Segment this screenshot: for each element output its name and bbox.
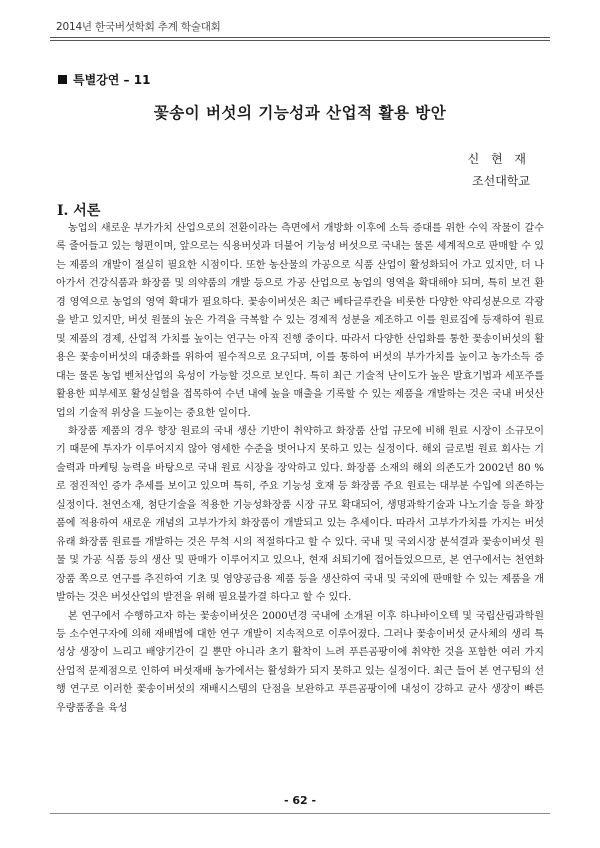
paper-title: 꽃송이 버섯의 기능성과 산업적 활용 방안: [153, 103, 447, 122]
section-heading: I. 서론: [57, 203, 101, 219]
paragraph: 본 연구에서 수행하고자 하는 꽃송이버섯은 2000년경 국내에 소개된 이후 하나바이오텍 및 국립산림과학원 등 소수연구자에 의해 재배법에 대한 연구 개발이 지속적으로 이루어졌다. 그러나 꽃송이버섯 균사체의 생리 특성상 생장이 느리고 배양기간이 길 뿐만 아니라 초기 활착이 느려 푸른곰팡이에 취약한 것을 포함한 여러 가지 산업적 문제점으로 인하여 버섯재배 농가에서는 활성화가 되지 못하고 있는 실정이다. 최근 들어 본 연구팀의 선행 연구로 이러한 꽃송이버섯의 재배시스템의 단점을 보완하고 푸른곰팡이에 내성이 강하고 균사 생장이 빠른 우량품종을 육성: [56, 610, 544, 714]
body-text: [56, 220, 544, 718]
square-bullet-icon: [58, 75, 67, 84]
header-rule: [50, 37, 550, 38]
section-tag-label: 특별강연 – 11: [73, 73, 151, 87]
author-affiliation: 조선대학교: [472, 174, 530, 188]
author-name: 신 현 재: [467, 152, 530, 166]
section-tag: [58, 71, 150, 88]
page-number: - 62 -: [283, 794, 317, 807]
header-rule-double: [50, 40, 550, 41]
author-block: [468, 148, 530, 192]
paragraph: 화장품 제품의 경우 향장 원료의 국내 생산 기반이 취약하고 화장품 산업 규모에 비해 원료 시장이 소규모이기 때문에 투자가 이루어지지 않아 영세한 수준을 벗어나지 못하고 있는 실정이다. 해외 글로벌 원료 회사는 기술력과 마케팅 능력을 바탕으로 국내 원료 시장을 장악하고 있다. 화장품 소재의 해외 의존도가 2002년 80 %로 점진적인 증가 추세를 보이고 있으며 특히, 주요 기능성 호재 등 화장품 주요 원료는 대부분 수입에 의존하는 실정이다. 천연소재, 첨단기술을 적용한 기능성화장품 시장 규모 확대되어, 생명과학기술과 나노기술 등을 화장품에 적용하여 새로운 개념의 고부가가치 화장품이 개발되고 있는 추세이다. 따라서 고부가가치를 가지는 버섯유래 화장품 원료를 개발하는 것은 무척 시의 적절하다고 할 수 있다. 국내 및 국외시장 분석결과 꽃송이버섯 원물 및 가공 식품 등의 생산 및 판매가 이루어지고 있으나, 현재 쇠퇴기에 접어들었으므로, 본 연구에서는 천연화장품 쪽으로 연구를 추진하여 기초 및 영양공급용 제품 등을 생산하여 국내 및 국외에 판매할 수 있는 제품을 개발하는 것은 버섯산업의 발전을 위해 필요불가결 하다고 할 수 있다.: [56, 425, 544, 604]
running-header: 2014년 한국버섯학회 추계 학술대회: [56, 21, 221, 33]
footer-rule: [50, 813, 550, 814]
paragraph: 농업의 새로운 부가가치 산업으로의 전환이라는 측면에서 개방화 이후에 소득 증대를 위한 수익 작물이 갈수록 줄어들고 있는 형편이며, 앞으로는 식용버섯과 더불어 기능성 버섯으로 국내는 물론 세계적으로 판매할 수 있는 제품의 개발이 절실히 필요한 시점이다. 또한 농산물의 가공으로 식품 산업이 활성화되어 가고 있지만, 더 나아가서 건강식품과 화장품 및 의약품의 개발 등으로 가공 산업으로 농업의 영역을 확대해야 되며, 특히 보건 환경 영역으로 농업의 영역 확대가 필요하다. 꽃송이버섯은 최근 베타글루칸을 비롯한 다양한 약리성분으로 각광을 받고 있지만, 버섯 원물의 높은 가격을 극복할 수 있는 경제적 성분을 제조하고 이를 원료집에 등재하여 원료 및 제품의 경제, 산업적 가치를 높이는 연구는 아직 진행 중이다. 따라서 다양한 산업화를 통한 꽃송이버섯의 활용은 꽃송이버섯의 대중화를 위하여 필수적으로 요구되며, 이를 통하여 버섯의 부가가치를 높이고 농가소득 증대는 물론 농업 벤처산업의 육성이 가능할 것으로 보인다. 특히 최근 기술적 난이도가 높은 발효기법과 세포주를 활용한 피부세포 활성실험을 접목하여 수년 내에 높을 매출을 기록할 수 있는 제품을 개발하는 것은 국내 버섯산업의 기술적 위상을 드높이는 중요한 일이다.: [56, 223, 544, 419]
